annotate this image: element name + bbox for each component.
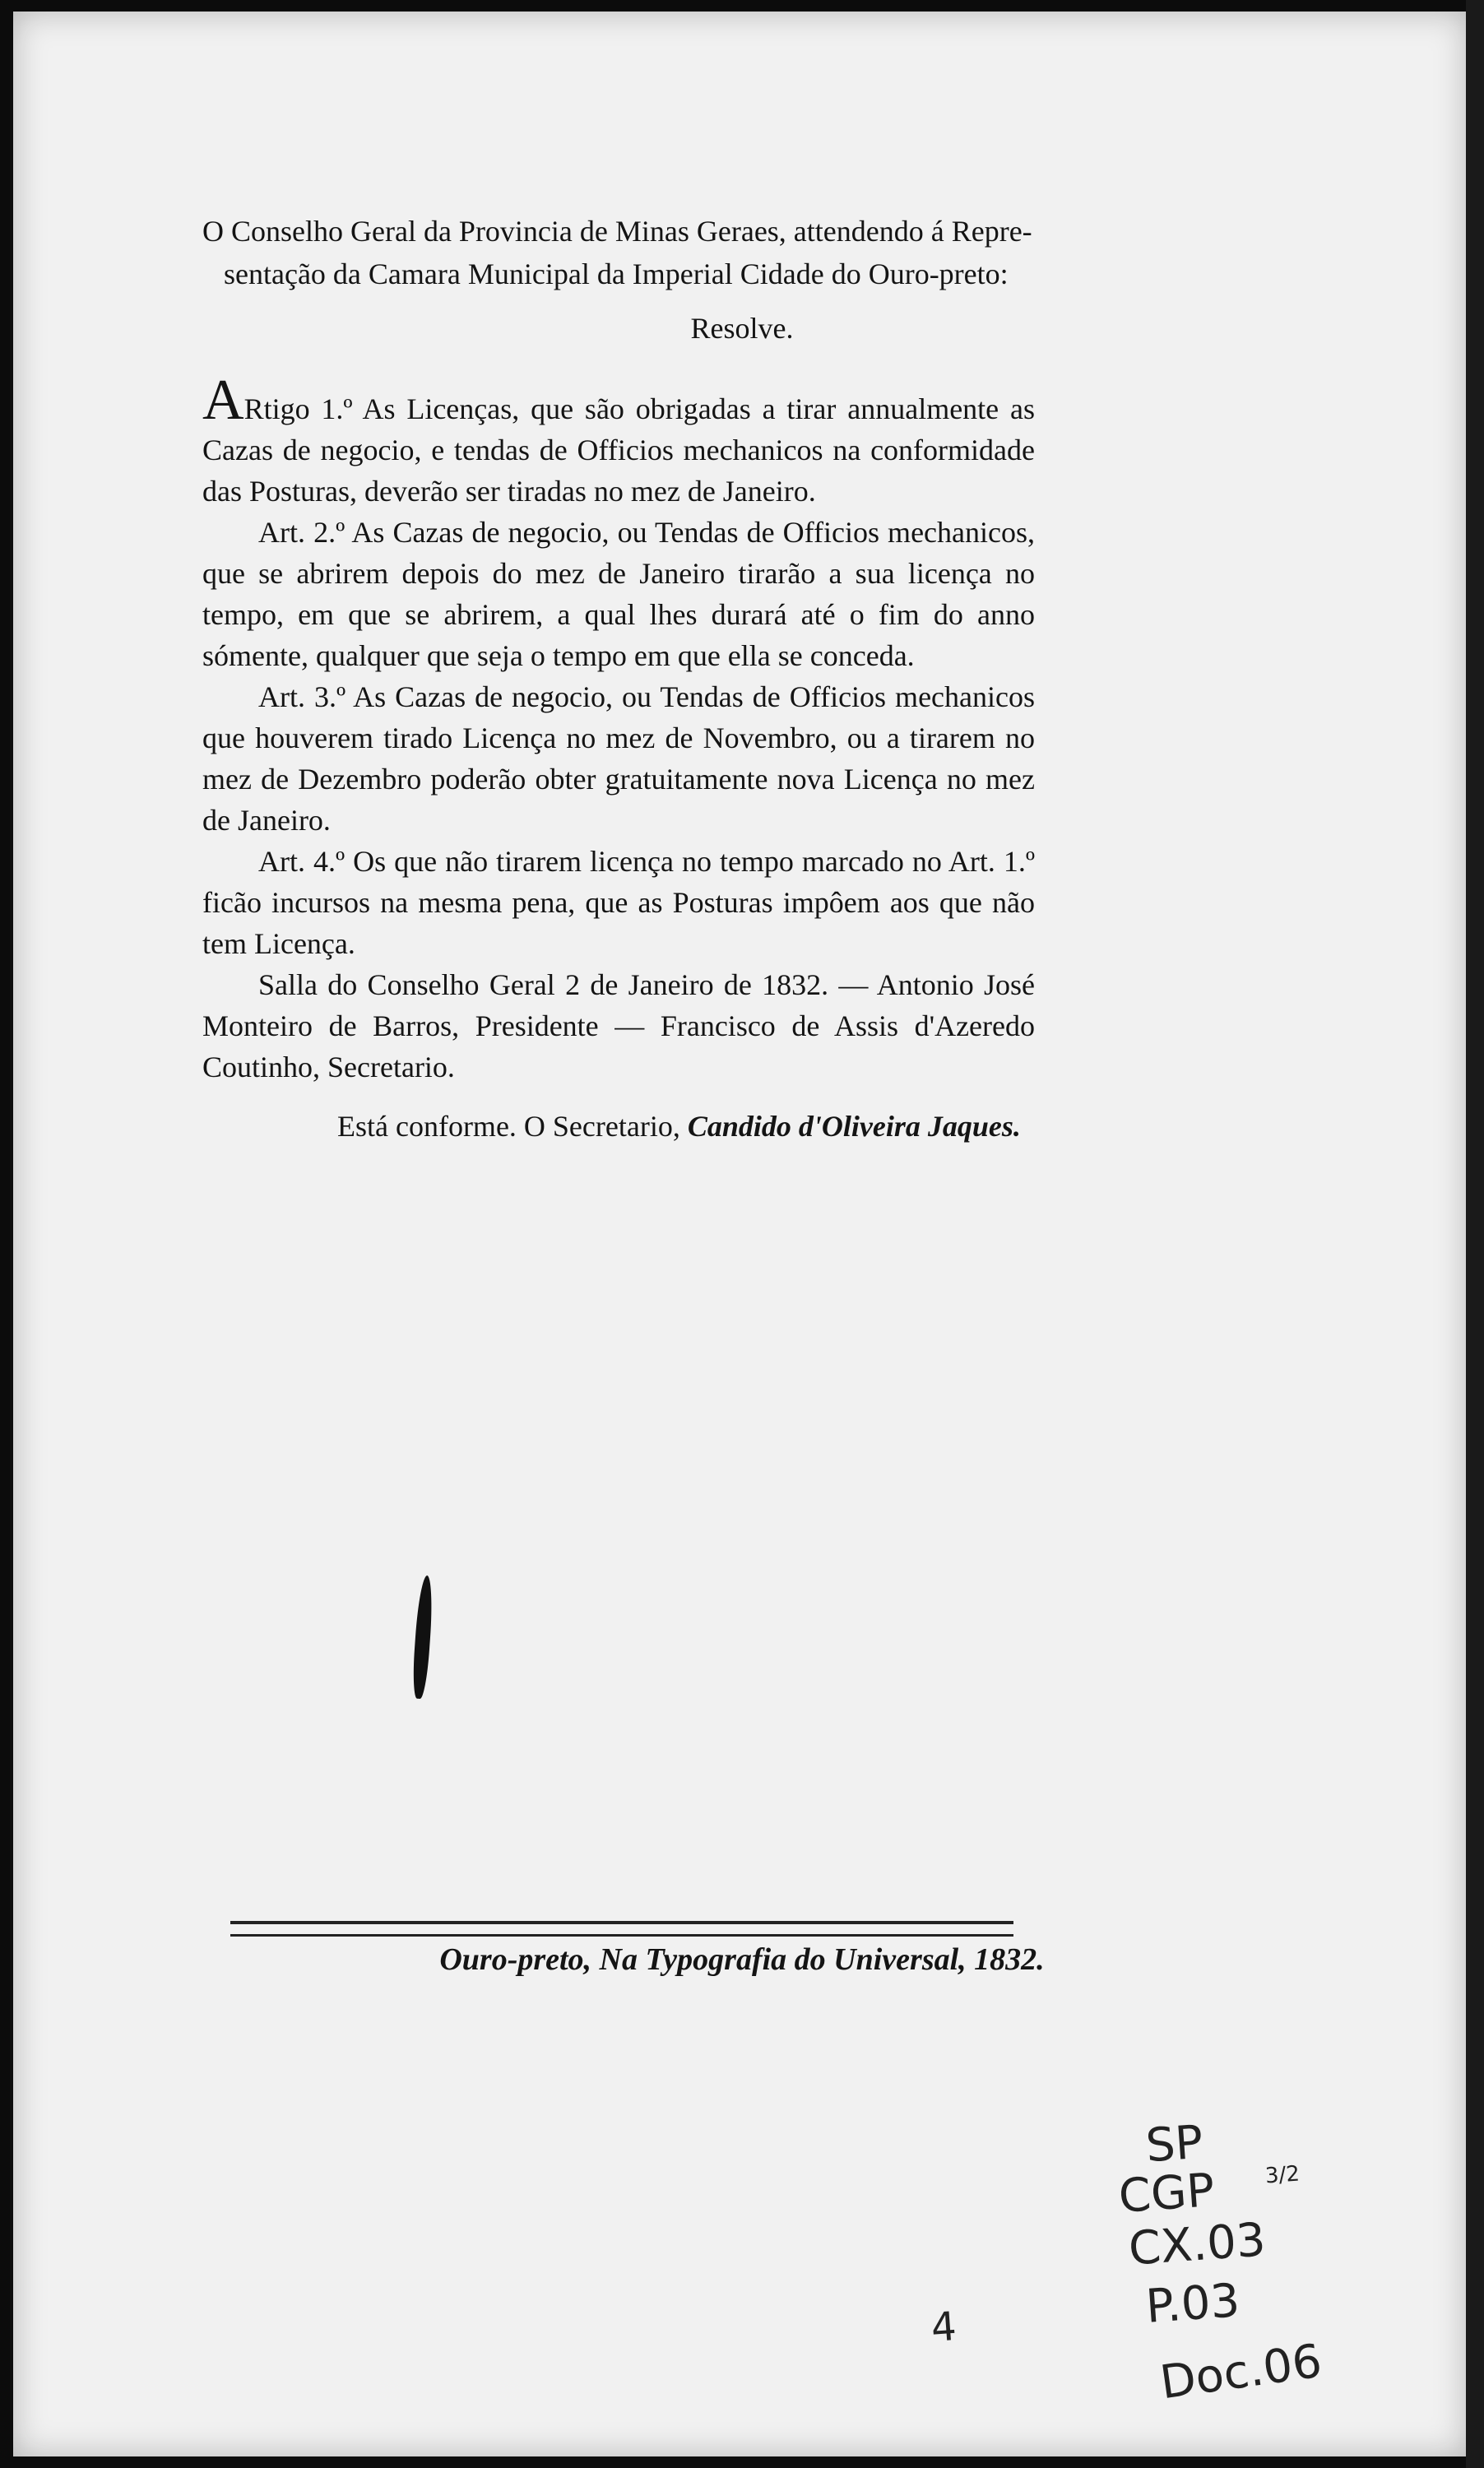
resolve-heading: Resolve. — [690, 312, 794, 345]
certification-prefix: Está conforme. O Secretario, — [337, 1110, 680, 1143]
signatures: Salla do Conselho Geral 2 de Janeiro de 1832. — Antonio José Monteiro de Barros, Presidente — Francisco de Assis d'Azeredo Coutinho, Secretario. — [202, 968, 1035, 1083]
article-4: Art. 4.º Os que não tirarem licença no tempo marcado no Art. 1.º ficão incursos na mesma pena, que as Posturas impôem aos que não tem Licença. — [202, 845, 1035, 960]
archive-note-box: CX.03 — [1126, 2213, 1268, 2276]
archive-note-doc: Doc.06 — [1157, 2334, 1325, 2410]
article-1 — [202, 369, 1035, 512]
preamble — [202, 210, 1035, 295]
drop-cap: A — [202, 369, 244, 432]
archive-note-sp: SP — [1143, 2115, 1205, 2173]
certification — [337, 1109, 1021, 1144]
article-2: Art. 2.º As Cazas de negocio, ou Tendas de Officios mechanicos, que se abrirem depois do mez de Janeiro tirarão a sua licença no tempo, em que se abrirem, a qual lhes durará até o fim do anno sómente, qualquer que seja o tempo em que ella se conceda. — [202, 516, 1035, 672]
scan-edge — [1466, 0, 1484, 2468]
printer-imprint: Ouro-preto, Na Typografia do Universal, 1832. — [439, 1942, 1045, 1977]
article-3: Art. 3.º As Cazas de negocio, ou Tendas de Officios mechanicos que houverem tirado Licença no mez de Novembro, ou a tirarem no mez de Dezembro poderão obter gratuitamente nova Licença no mez de Janeiro. — [202, 680, 1035, 837]
preamble-line-1: O Conselho Geral da Provincia de Minas Geraes, attendendo á Repre- — [202, 215, 1032, 248]
archive-note-cgp: CGP — [1116, 2164, 1217, 2224]
archive-note-packet: P.03 — [1143, 2274, 1242, 2334]
divider-rule — [230, 1921, 1013, 1937]
preamble-line-2: sentação da Camara Municipal da Imperial Cidade do Ouro-preto: — [224, 257, 1009, 290]
page-number-mark: 4 — [930, 2303, 958, 2351]
article-1-text: Rtigo 1.º As Licenças, que são obrigadas a tirar annualmente as Cazas de negocio, e tendas de Officios mechanicos na conformidade das Posturas, deverão ser tiradas no mez de Janeiro. — [202, 392, 1035, 508]
articles — [202, 369, 1035, 1088]
archive-note-fraction: 3/2 — [1264, 2161, 1301, 2189]
secretary-name: Candido d'Oliveira Jaques. — [687, 1110, 1021, 1143]
